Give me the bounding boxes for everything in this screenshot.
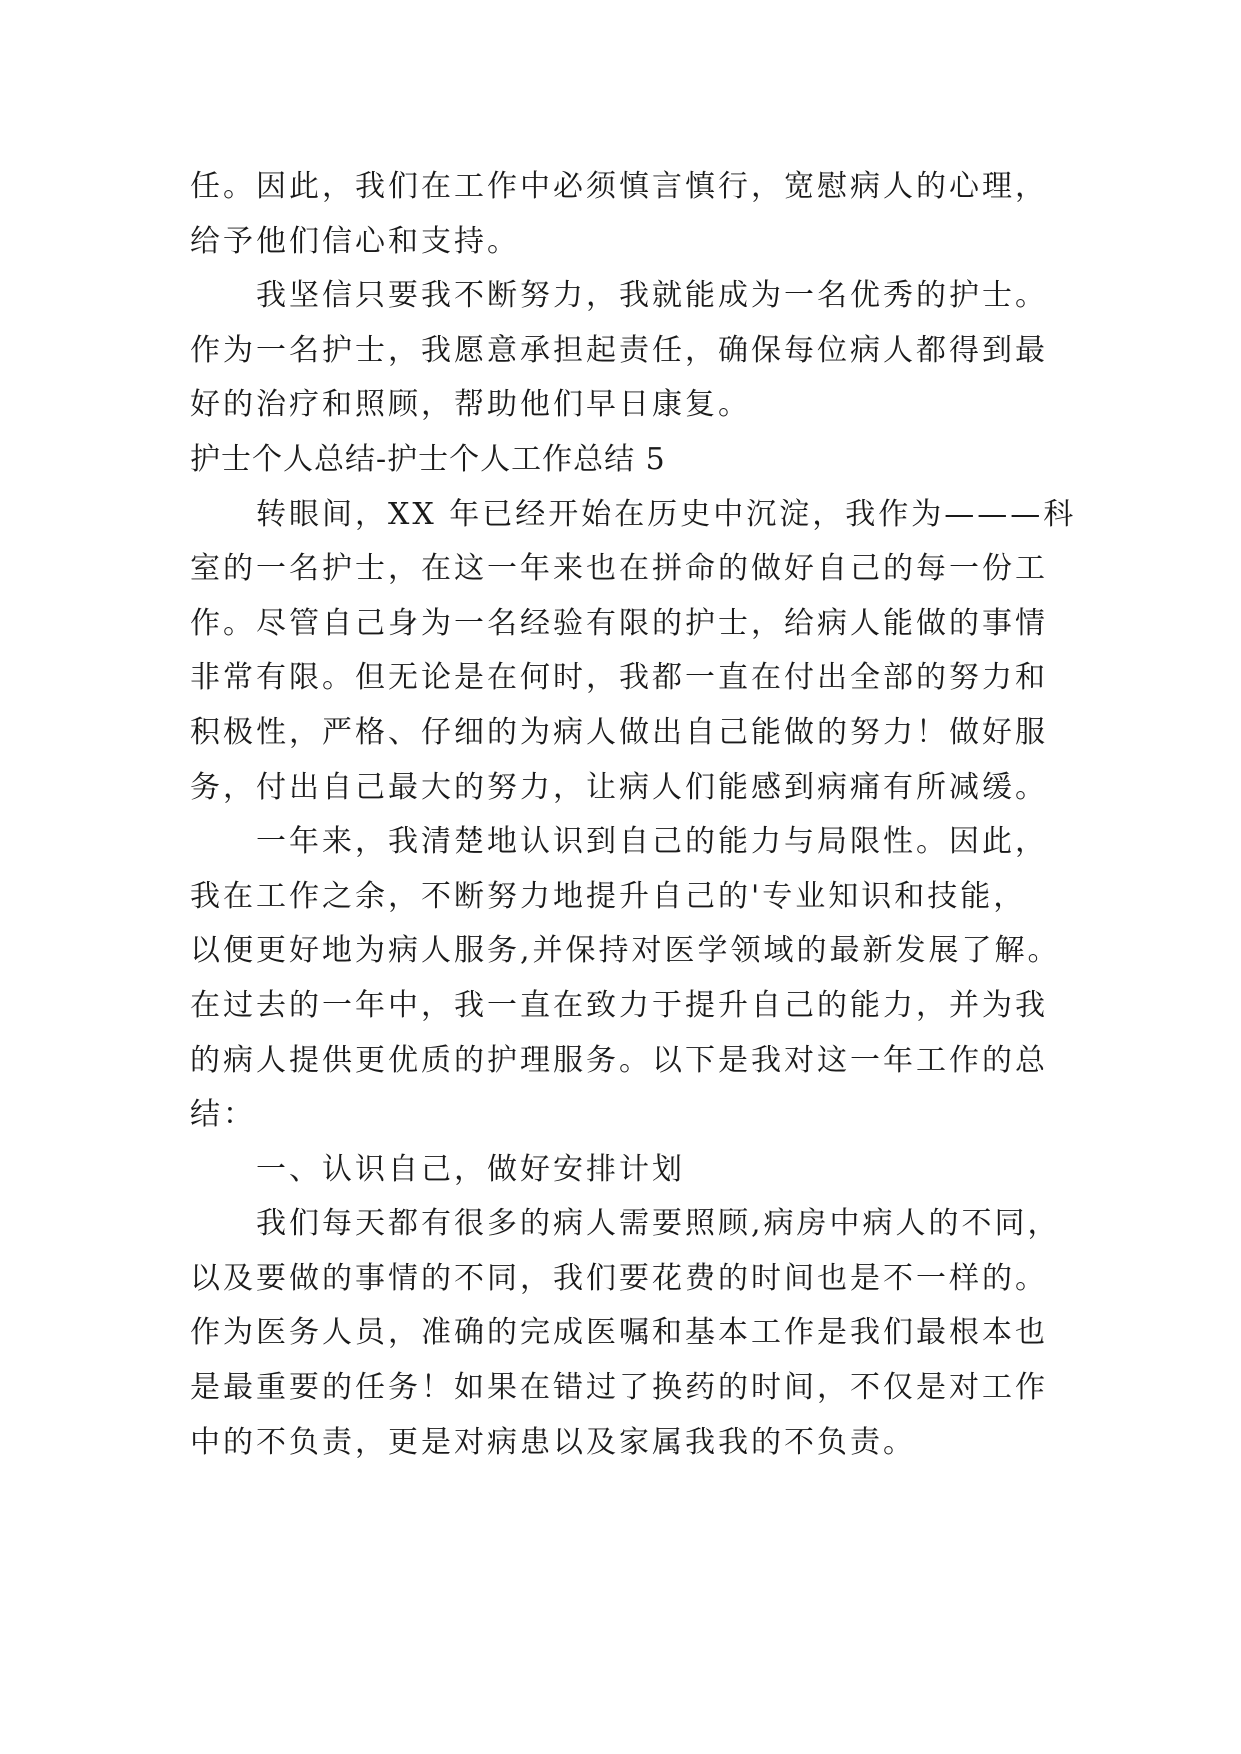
subsection-heading: 一、认识自己，做好安排计划 bbox=[256, 1151, 685, 1187]
text-line: 作。尽管自己身为一名经验有限的护士，给病人能做的事情 bbox=[190, 605, 1048, 641]
text-line: 务，付出自己最大的努力，让病人们能感到病痛有所减缓。 bbox=[190, 769, 1048, 805]
text-line: 非常有限。但无论是在何时，我都一直在付出全部的努力和 bbox=[190, 660, 1048, 696]
text-line: 积极性，严格、仔细的为病人做出自己能做的努力！做好服 bbox=[190, 714, 1048, 750]
section-heading: 护士个人总结-护士个人工作总结 5 bbox=[190, 441, 666, 477]
text-line: 是最重要的任务！如果在错过了换药的时间，不仅是对工作 bbox=[190, 1370, 1048, 1406]
text-line: 中的不负责，更是对病患以及家属我我的不负责。 bbox=[190, 1424, 916, 1460]
text-line: 室的一名护士，在这一年来也在拼命的做好自己的每一份工 bbox=[190, 551, 1048, 587]
text-line: 作为一名护士，我愿意承担起责任，确保每位病人都得到最 bbox=[190, 332, 1048, 368]
text-line: 以便更好地为病人服务,并保持对医学领域的最新发展了解。 bbox=[190, 933, 1061, 969]
text-line: 在过去的一年中，我一直在致力于提升自己的能力，并为我 bbox=[190, 987, 1048, 1023]
text-line: 以及要做的事情的不同，我们要花费的时间也是不一样的。 bbox=[190, 1260, 1048, 1296]
paragraph-start-line: 我坚信只要我不断努力，我就能成为一名优秀的护士。 bbox=[256, 278, 1048, 314]
document-body bbox=[190, 160, 1077, 1470]
text-line: 结： bbox=[190, 1097, 256, 1133]
text-line: 作为医务人员，准确的完成医嘱和基本工作是我们最根本也 bbox=[190, 1315, 1048, 1351]
text-line: 的病人提供更优质的护理服务。以下是我对这一年工作的总 bbox=[190, 1042, 1048, 1078]
text-line: 给予他们信心和支持。 bbox=[190, 223, 520, 259]
text-line: 我在工作之余，不断努力地提升自己的'专业知识和技能， bbox=[190, 878, 1027, 914]
paragraph-start-line: 我们每天都有很多的病人需要照顾,病房中病人的不同， bbox=[256, 1206, 1061, 1242]
text-line: 好的治疗和照顾，帮助他们早日康复。 bbox=[190, 387, 751, 423]
paragraph-start-line: 一年来，我清楚地认识到自己的能力与局限性。因此， bbox=[256, 824, 1048, 860]
paragraph-start-line: 转眼间，XX 年已经开始在历史中沉淀，我作为———科 bbox=[256, 496, 1077, 532]
text-line: 任。因此，我们在工作中必须慎言慎行，宽慰病人的心理， bbox=[190, 169, 1048, 204]
